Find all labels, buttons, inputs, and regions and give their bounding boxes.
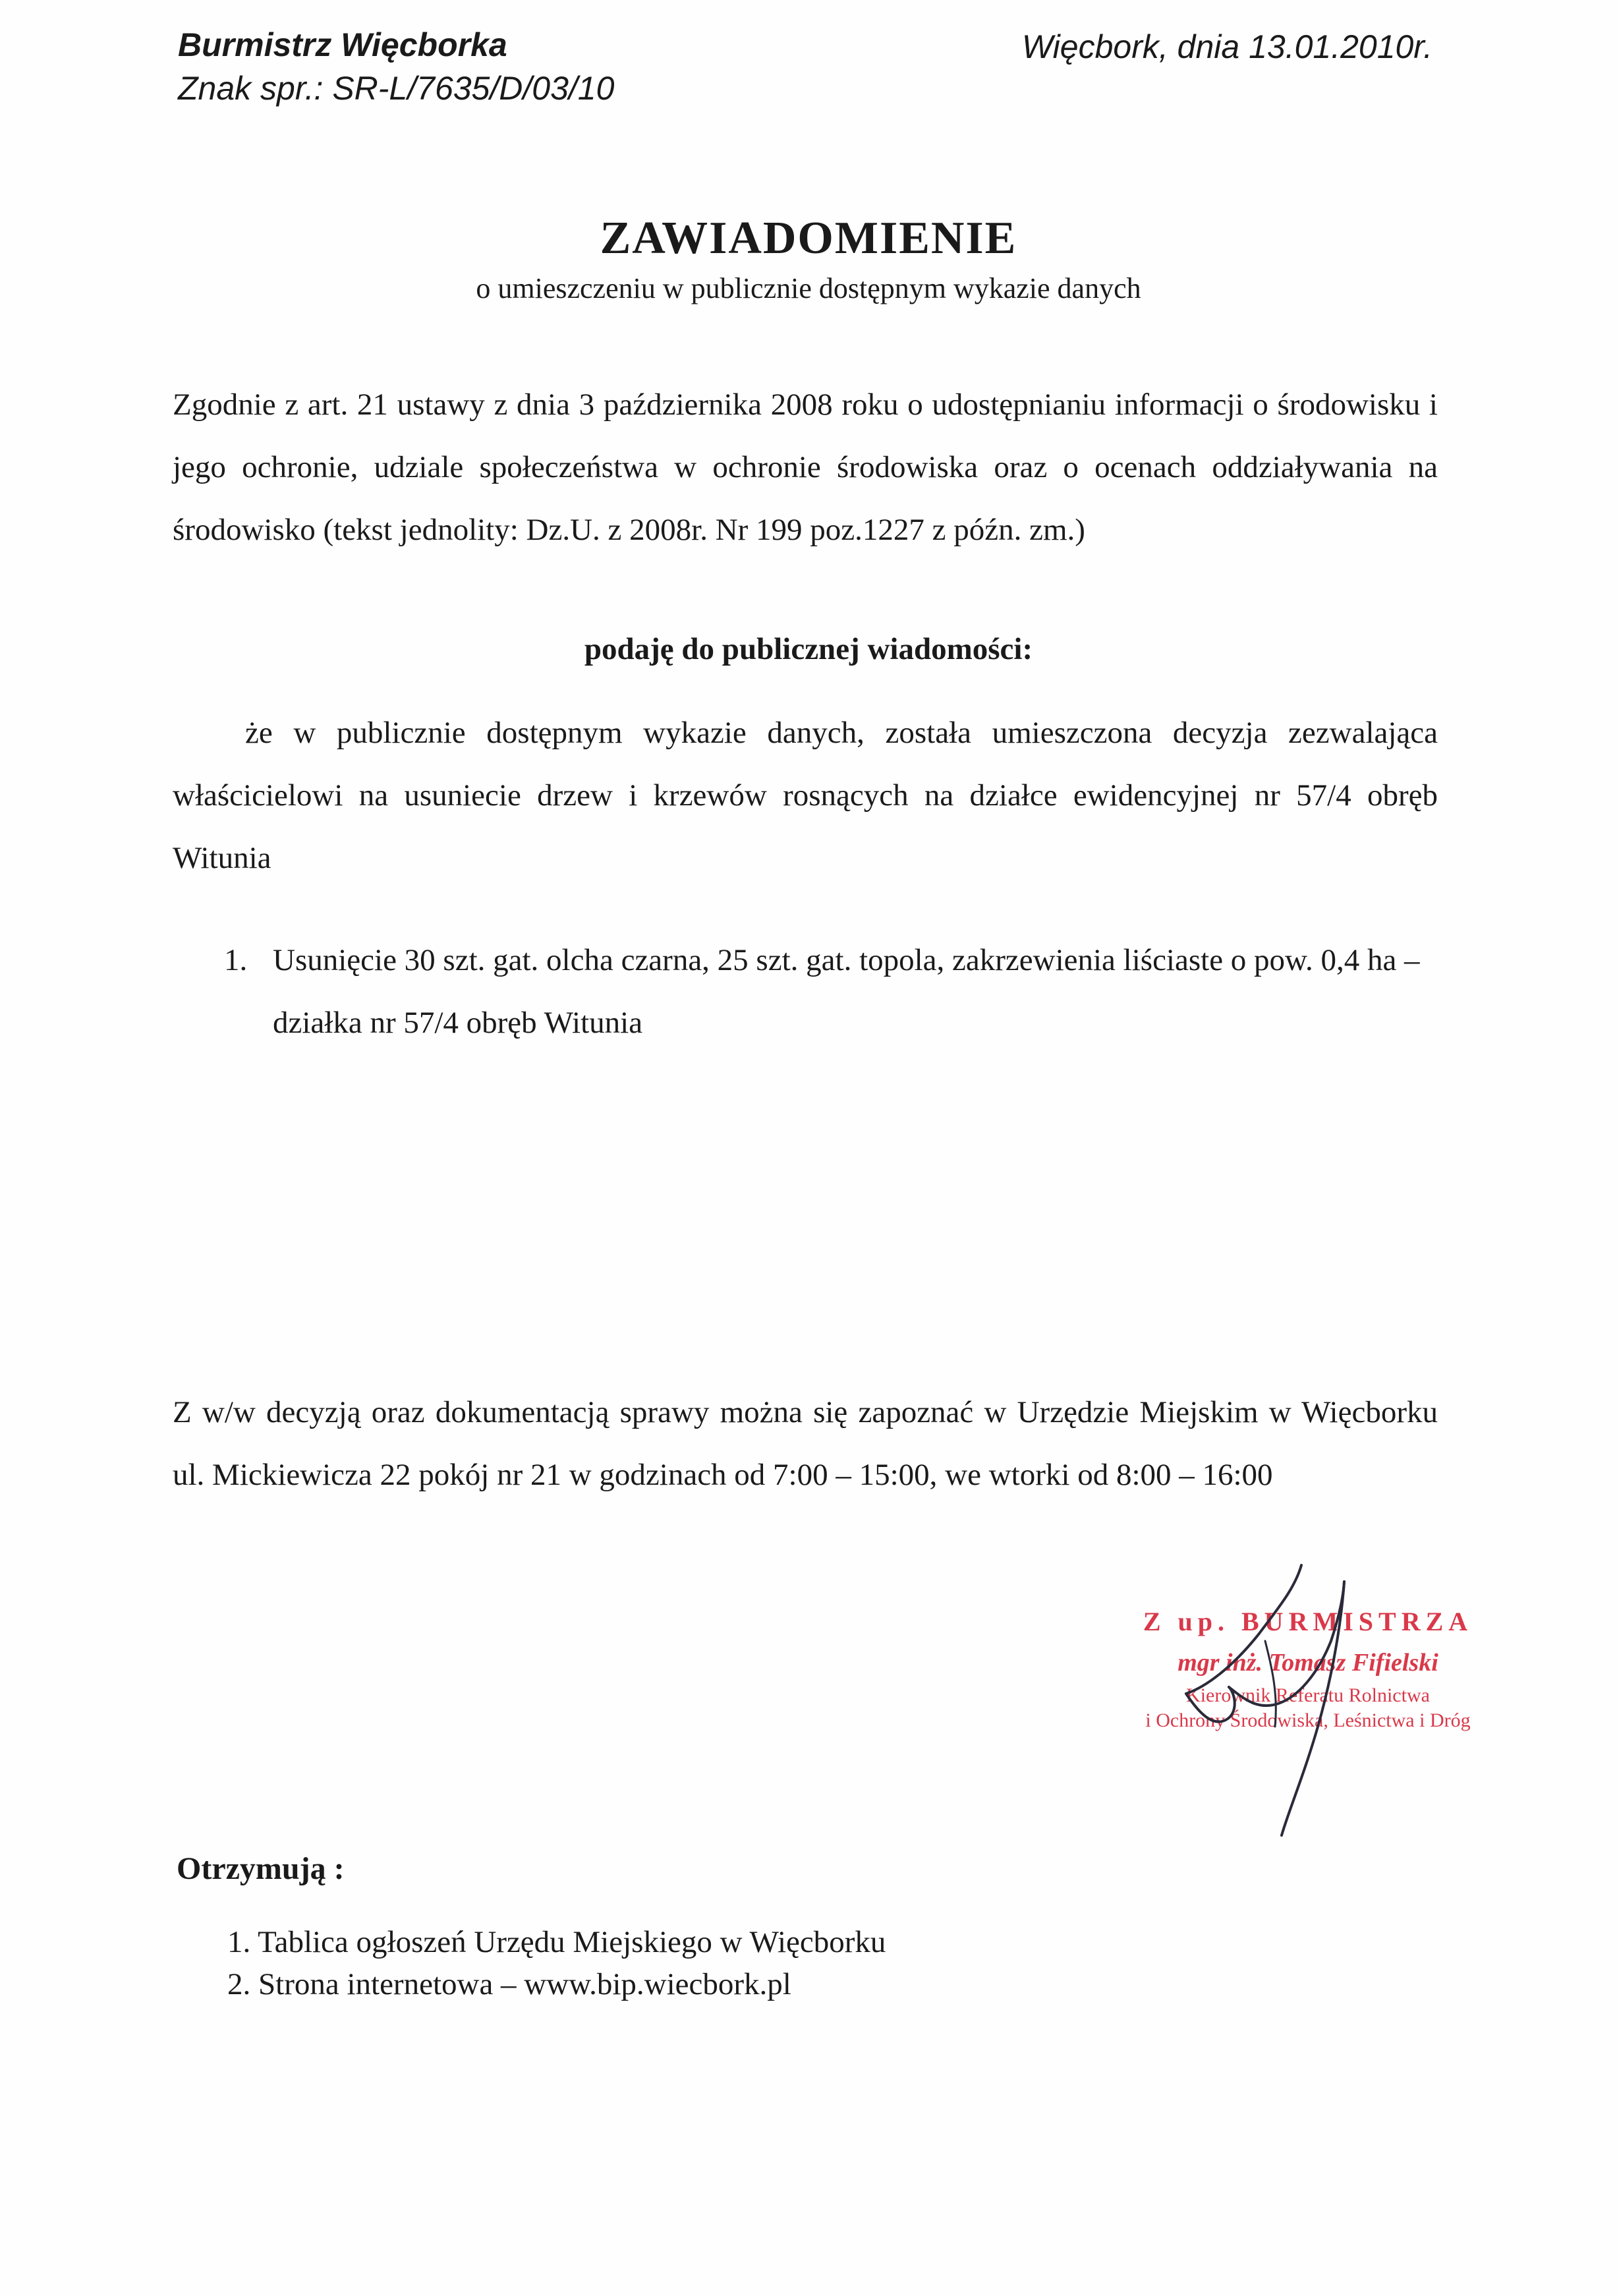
stamp-line-2: mgr inż. Tomasz Fifielski — [1177, 1649, 1438, 1677]
legal-basis-paragraph: Zgodnie z art. 21 ustawy z dnia 3 października 2008 roku o udostępnianiu informacji o środowisku i jego ochronie, udziale społeczeństwa w ochronie środowiska oraz o ocenach oddziaływania na środowisko (tekst jednolity: Dz.U. z 2008r. Nr 199 poz.1227 z późn. zm.) — [173, 387, 1438, 547]
stamp-line-3: Kierownik Referatu Rolnictwa — [1186, 1684, 1430, 1706]
recipients-heading: Otrzymują : — [177, 1851, 345, 1886]
recipients-list — [227, 1921, 886, 2005]
header-issuer-block — [178, 23, 614, 110]
list-item — [224, 929, 1440, 1054]
list-item-number: 1. — [224, 943, 248, 977]
document-subtitle: o umieszczeniu w publicznie dostępnym wykazie danych — [476, 272, 1141, 304]
list-item-text: Usunięcie 30 szt. gat. olcha czarna, 25 szt. gat. topola, zakrzewienia liściaste o pow. 0,4 ha – działka nr 57/4 obręb Witunia — [273, 943, 1420, 1040]
stamp-line-1: Z up. BURMISTRZA — [1143, 1607, 1473, 1636]
handwritten-signature — [1160, 1562, 1410, 1839]
document-title: ZAWIADOMIENIE — [600, 213, 1017, 264]
place-date: Więcbork, dnia 13.01.2010r. — [1021, 28, 1433, 65]
announcement-heading: podaję do publicznej wiadomości: — [584, 632, 1033, 666]
stamp-line-4: i Ochrony Środowiska, Leśnictwa i Dróg — [1145, 1709, 1471, 1731]
recipient-item: 2. Strona internetowa – www.bip.wiecbork.pl — [227, 1967, 791, 2001]
recipient-item: 1. Tablica ogłoszeń Urzędu Miejskiego w Więcborku — [227, 1925, 886, 1959]
reference-number: Znak spr.: SR-L/7635/D/03/10 — [178, 70, 615, 107]
issuer-name: Burmistrz Więcborka — [178, 26, 507, 63]
information-paragraph: Z w/w decyzją oraz dokumentacją sprawy można się zapoznać w Urzędzie Miejskim w Więcborku ul. Mickiewicza 22 pokój nr 21 w godzinach od 7:00 – 15:00, we wtorki od 8:00 – 16:00 — [173, 1395, 1438, 1492]
decision-paragraph: że w publicznie dostępnym wykazie danych, została umieszczona decyzja zezwalająca właścicielowi na usuniecie drzew i krzewów rosnących na działce ewidencyjnej nr 57/4 obręb Witunia — [173, 716, 1438, 875]
